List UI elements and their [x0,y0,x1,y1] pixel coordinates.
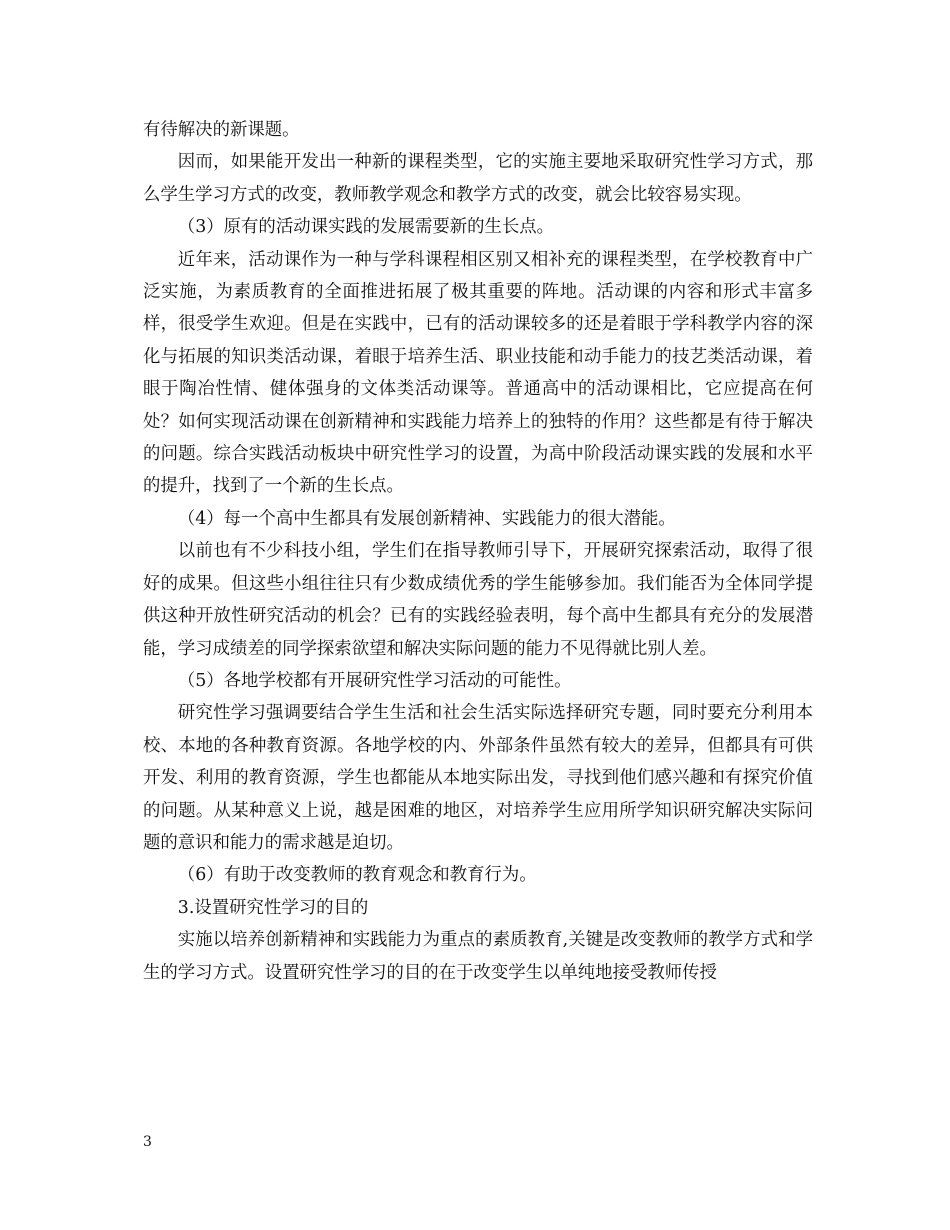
paragraph-continuation: 有待解决的新课题。 [143,120,300,140]
section-heading-purpose: 3.设置研究性学习的目的 [177,897,369,918]
paragraph-activity-course: 近年来，活动课作为一种与学科课程相区别又相补充的课程类型，在学校教育中广泛实施，为素质教育的全面推进拓展了极其重要的阵地。活动课的内容和形式丰富多样，很受学生欢迎。但是在实践中，已有的活动课较多的还是着眼于学科教学内容的深化与拓展的知识类活动课，着眼于培养生活、职业技能和动手能力的技艺类活动课，着眼于陶冶性情、健体强身的文体类活动课等。普通高中的活动课相比，它应提高在何处？如何实现活动课在创新精神和实践能力培养上的独特的作用？这些都是有待于解决的问题。综合实践活动板块中研究性学习的设置，为高中阶段活动课实践的发展和水平的提升，找到了一个新的生长点。 [143,249,813,497]
document-body [143,114,813,989]
paragraph-new-course-type: 因而，如果能开发出一种新的课程类型，它的实施主要地采取研究性学习方式，那么学生学习方式的改变，教师教学观念和教学方式的改变，就会比较容易实现。 [143,152,813,205]
heading-item-4: （4）每一个高中生都具有发展创新精神、实践能力的很大潜能。 [177,508,676,529]
heading-item-6: （6）有助于改变教师的教育观念和教育行为。 [177,865,537,886]
paragraph-science-groups: 以前也有不少科技小组，学生们在指导教师引导下，开展研究探索活动，取得了很好的成果。但这些小组往往只有少数成绩优秀的学生能够参加。我们能否为全体同学提供这种开放性研究活动的机会？已有的实践经验表明，每个高中生都具有充分的发展潜能，学习成绩差的同学探索欲望和解决实际问题的能力不见得就比别人差。 [143,541,813,659]
page-number: 3 [143,1134,152,1150]
heading-item-3: （3）原有的活动课实践的发展需要新的生长点。 [177,217,555,238]
paragraph-purpose: 实施以培养创新精神和实践能力为重点的素质教育,关键是改变教师的教学方式和学生的学习方式。设置研究性学习的目的在于改变学生以单纯地接受教师传授 [143,930,813,983]
paragraph-research-learning: 研究性学习强调要结合学生生活和社会生活实际选择研究专题，同时要充分利用本校、本地的各种教育资源。各地学校的内、外部条件虽然有较大的差异，但都具有可供开发、利用的教育资源，学生也都能从本地实际出发，寻找到他们感兴趣和有探究价值的问题。从某种意义上说，越是困难的地区，对培养学生应用所学知识研究解决实际问题的意识和能力的需求越是迫切。 [143,703,813,853]
heading-item-5: （5）各地学校都有开展研究性学习活动的可能性。 [177,670,572,691]
